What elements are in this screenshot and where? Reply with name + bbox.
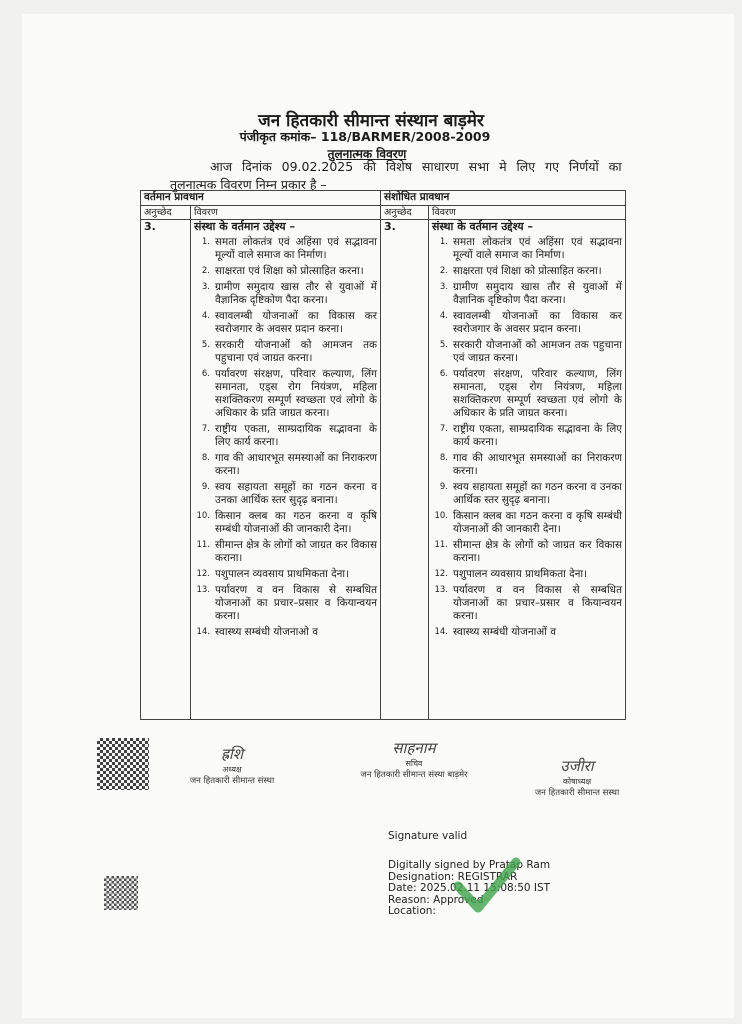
objective-item — [194, 265, 377, 278]
secretary-org: जन हितकारी सीमान्त संस्था बाड़मेर — [360, 770, 468, 780]
objective-item — [432, 265, 622, 278]
objective-number: 6. — [201, 369, 210, 379]
document-title: जन हितकारी सीमान्त संस्थान बाड़मेर — [258, 111, 484, 131]
objective-text: स्वास्थ्य सम्बंधी योजनाओं व — [453, 626, 556, 638]
objective-text: सीमान्त क्षेत्र के लोगों को जाग्रत कर विकास कराना। — [215, 539, 377, 564]
current-provision-header: वर्तमान प्रावधान — [141, 191, 381, 206]
objective-text: गाव की आधारभूत समस्याओं का निराकरण करना। — [215, 452, 377, 477]
objective-number: 14. — [196, 627, 210, 637]
qr-code — [97, 738, 149, 790]
objective-number: 7. — [201, 424, 210, 434]
signed-by-line: Digitally signed by Pratap Ram — [388, 859, 551, 871]
objective-number: 13. — [434, 585, 448, 595]
article-column-header-right: अनुच्छेद — [381, 206, 429, 220]
objective-number: 4. — [439, 311, 448, 321]
objective-item — [194, 368, 377, 420]
objective-item — [432, 584, 622, 623]
objective-item — [432, 423, 622, 449]
objective-text: स्वावलम्बी योजनाओं का विकास कर स्वरोजगार के अवसर प्रदान करना। — [215, 310, 377, 335]
objective-item — [194, 310, 377, 336]
objective-text: किसान क्लब का गठन करना व कृषि सम्बंधी योजनाओं की जानकारी देना। — [215, 510, 377, 535]
objective-item — [432, 568, 622, 581]
objective-text: साक्षरता एवं शिक्षा को प्रोत्साहित करना। — [453, 265, 602, 277]
reason-line: Reason: Approved — [388, 893, 484, 906]
amended-provision-header: संशोधित प्रावधान — [381, 191, 626, 206]
objective-number: 10. — [434, 511, 448, 521]
objective-item — [432, 339, 622, 365]
president-role: अध्यक्ष — [222, 765, 242, 774]
objective-item — [194, 510, 377, 536]
current-objectives-heading: संस्था के वर्तमान उद्देश्य – — [194, 220, 295, 233]
signature-valid-label: Signature valid — [388, 830, 468, 842]
details-column-header-right: विवरण — [429, 206, 626, 220]
objective-number: 11. — [196, 540, 210, 550]
objective-number: 8. — [439, 453, 448, 463]
objective-text: साक्षरता एवं शिक्षा को प्रोत्साहित करना। — [215, 265, 364, 277]
check-icon — [452, 856, 522, 916]
treasurer-role: कोषाध्यक्ष — [562, 777, 592, 786]
objective-item — [194, 236, 377, 262]
treasurer-signature-block — [522, 756, 632, 798]
objective-text: पशुपालन व्यवसाय प्राथमिकता देना। — [453, 568, 588, 580]
objective-text: स्वय सहायता समूहों का गठन करना व उनका आर्थिक स्तर सुदृढ़ बनाना। — [215, 481, 377, 506]
objective-text: समता लोकतंत्र एवं अहिंसा एवं सद्भावना मूल्यों वाले समाज का निर्माण। — [453, 236, 622, 261]
objective-item — [432, 310, 622, 336]
objective-text: राष्ट्रीय एकता, साम्प्रदायिक सद्भावना के लिए कार्य करना। — [453, 423, 622, 448]
objective-text: ग्रामीण समुदाय खास तौर से युवाओं में वैज्ञानिक दृष्टिकोण पैदा करना। — [215, 281, 377, 306]
objective-number: 8. — [201, 453, 210, 463]
article-number-left: 3. — [144, 220, 156, 233]
comparison-table — [140, 190, 626, 720]
objective-number: 14. — [434, 627, 448, 637]
objective-text: समता लोकतंत्र एवं अहिंसा एवं सद्भावना मूल्यों वाले समाज का निर्माण। — [215, 236, 377, 261]
objective-item — [194, 452, 377, 478]
objective-number: 1. — [201, 237, 210, 247]
objective-item — [432, 281, 622, 307]
objective-number: 13. — [196, 585, 210, 595]
objective-number: 12. — [434, 569, 448, 579]
objective-text: पर्यावरण व वन विकास से सम्बधित योजनाओं का प्रचार–प्रसार व कियान्वयन करना। — [215, 584, 377, 622]
document-subtitle: तुलनात्मक विवरण — [327, 147, 407, 161]
amended-objectives-heading: संस्था के वर्तमान उद्देश्य – — [432, 220, 533, 233]
objective-number: 7. — [439, 424, 448, 434]
objective-number: 3. — [439, 282, 448, 292]
objective-item — [194, 626, 377, 639]
objective-text: स्वास्थ्य सम्बंधी योजनाओ व — [215, 626, 318, 638]
objective-number: 4. — [201, 311, 210, 321]
treasurer-org: जन हितकारी सीमान्त सस्था — [534, 788, 620, 798]
objective-text: सरकारी योजनाओं को आमजन तक पहुचाना एवं जाग्रत करना। — [453, 339, 622, 364]
objective-number: 9. — [201, 482, 210, 492]
objective-item — [194, 568, 377, 581]
objective-number: 1. — [439, 237, 448, 247]
objective-item — [432, 510, 622, 536]
objective-text: पर्यावरण संरक्षण, परिवार कल्याण, लिंग समानता, एड्स रोग नियंत्रण, महिला सशक्तिकरण सम्पूर्ण स्वच्छता एवं लोगो के अधिकार के प्रति जाग्रत करना। — [215, 368, 377, 419]
objective-item — [432, 539, 622, 565]
amended-objectives-list — [432, 236, 622, 639]
objective-item — [432, 368, 622, 420]
president-signature: ह्रशि — [220, 745, 244, 763]
treasurer-signature: उजीरा — [560, 757, 594, 775]
objective-item — [432, 626, 622, 639]
objective-item — [194, 281, 377, 307]
intro-line-1: आज दिनांक 09.02.2025 की विशेष साधारण सभा मे लिए गए निर्णयों का — [210, 159, 622, 174]
objective-text: पशुपालन व्यवसाय प्राथमिकता देना। — [215, 568, 350, 580]
president-org: जन हितकारी सीमान्त संस्था — [189, 776, 275, 786]
objective-number: 11. — [434, 540, 448, 550]
objective-text: पर्यावरण व वन विकास से सम्बधित योजनाओं का प्रचार–प्रसार व कियान्वयन करना। — [453, 584, 622, 622]
objective-number: 2. — [439, 266, 448, 276]
qr-code-small — [104, 876, 138, 910]
objective-text: ग्रामीण समुदाय खास तौर से युवाओं में वैज्ञानिक दृष्टिकोण पैदा करना। — [453, 281, 622, 306]
registration-number: पंजीकृत कमांक– 118/BARMER/2008-2009 — [239, 129, 491, 144]
objective-text: सरकारी योजनाओं को आमजन तक पहुचाना एवं जाग्रत करना। — [215, 339, 377, 364]
objective-number: 12. — [196, 569, 210, 579]
objective-number: 5. — [201, 340, 210, 350]
objective-text: राष्ट्रीय एकता, साम्प्रदायिक सद्भावना के लिए कार्य करना। — [215, 423, 377, 448]
article-column-header-left: अनुच्छेद — [141, 206, 191, 220]
objective-number: 5. — [439, 340, 448, 350]
objective-text: स्वावलम्बी योजनाओं का विकास कर स्वरोजगार के अवसर प्रदान करना। — [453, 310, 622, 335]
details-column-header-left: विवरण — [191, 206, 381, 220]
objective-item — [194, 339, 377, 365]
secretary-role: सचिव — [405, 759, 423, 768]
president-signature-block — [182, 744, 282, 786]
objective-number: 10. — [196, 511, 210, 521]
objective-item — [194, 539, 377, 565]
objective-item — [432, 481, 622, 507]
secretary-signature: साहनाम — [392, 739, 436, 757]
objective-item — [432, 452, 622, 478]
objective-item — [432, 236, 622, 262]
objective-text: पर्यावरण संरक्षण, परिवार कल्याण, लिंग समानता, एड्स रोग नियंत्रण, महिला सशक्तिकरण सम्पूर्ण स्वच्छता एवं लोगो के अधिकार के प्रति जाग्रत करना। — [453, 368, 622, 419]
location-line: Location: — [388, 905, 436, 917]
objective-number: 9. — [439, 482, 448, 492]
objective-text: गाव की आधारभूत समस्याओं का निराकरण करना। — [453, 452, 622, 477]
objective-number: 6. — [439, 369, 448, 379]
objective-number: 3. — [201, 282, 210, 292]
objective-text: सीमान्त क्षेत्र के लोगों को जाग्रत कर विकास कराना। — [453, 539, 622, 564]
current-objectives-list — [194, 236, 377, 639]
objective-text: स्वय सहायता समूहों का गठन करना व उनका आर्थिक स्तर सुदृढ़ बनाना। — [453, 481, 622, 506]
objective-text: किसान क्लब का गठन करना व कृषि सम्बंधी योजनाओं की जानकारी देना। — [453, 510, 622, 535]
secretary-signature-block — [354, 738, 474, 780]
article-number-right: 3. — [384, 220, 396, 233]
objective-item — [194, 584, 377, 623]
date-line: Date: 2025.02.11 15:08:50 IST — [388, 882, 551, 894]
objective-item — [194, 481, 377, 507]
designation-line: Designation: REGISTRAR — [388, 870, 518, 883]
objective-number: 2. — [201, 266, 210, 276]
objective-item — [194, 423, 377, 449]
intro-line-2: तुलनात्मक विवरण निम्न प्रकार है – — [170, 177, 327, 192]
